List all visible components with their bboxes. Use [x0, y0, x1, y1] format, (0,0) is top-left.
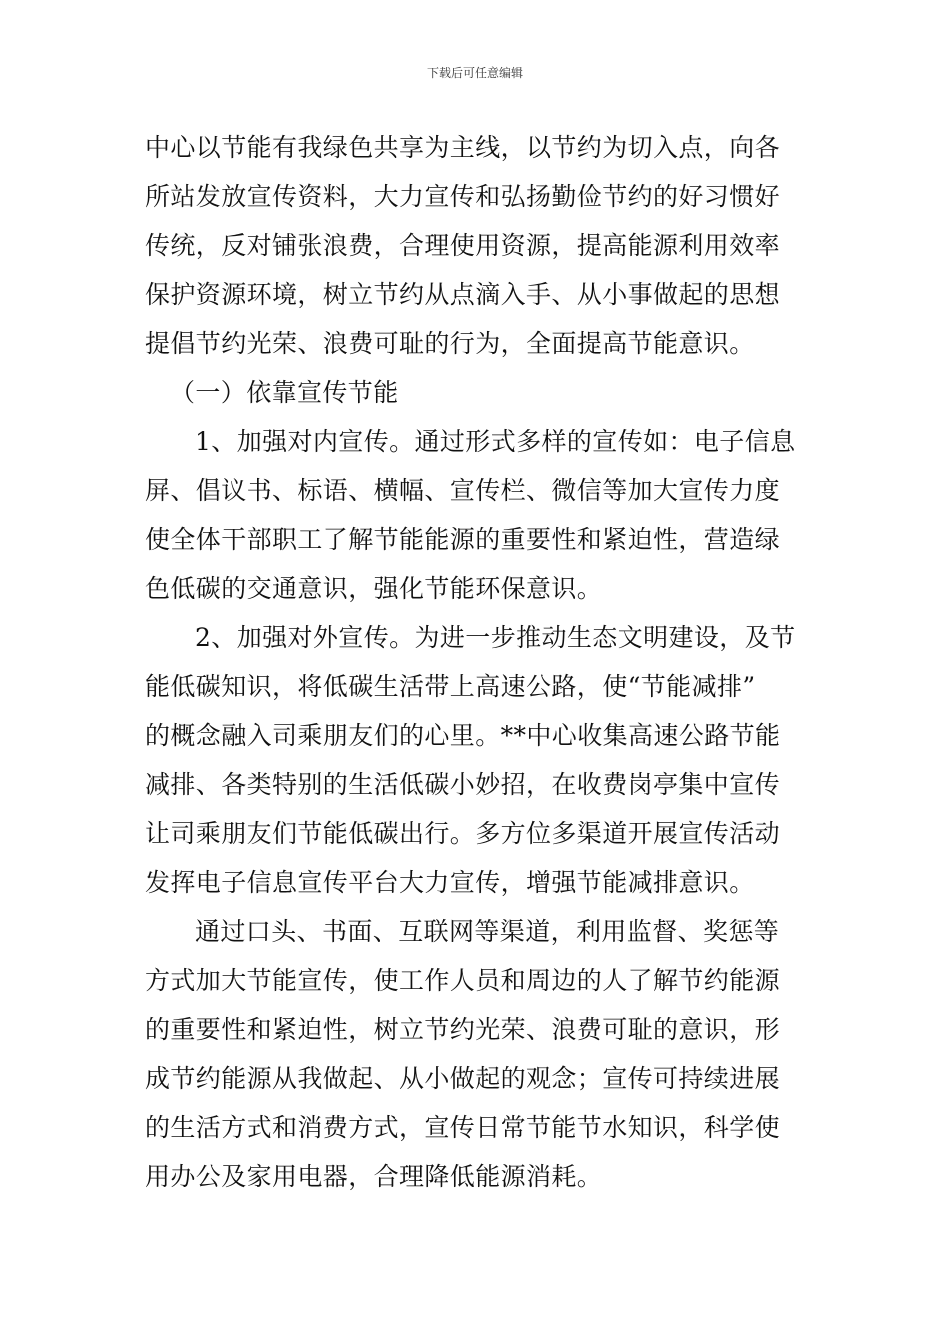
- document-body: [145, 123, 810, 1201]
- text-line: 所站发放宣传资料，大力宣传和弘扬勤俭节约的好习惯好: [145, 182, 781, 211]
- text-line: 用办公及家用电器，合理降低能源消耗。: [145, 1162, 603, 1191]
- text-line: 中心以节能有我绿色共享为主线，以节约为切入点，向各: [145, 133, 781, 162]
- section-heading: （一）依靠宣传节能: [170, 378, 399, 407]
- text-line: 使全体干部职工了解节能能源的重要性和紧迫性，营造绿: [145, 525, 781, 554]
- text-line: 1、加强对内宣传。通过形式多样的宣传如：电子信息: [195, 427, 796, 456]
- text-line: 传统，反对铺张浪费，合理使用资源，提高能源利用效率: [145, 231, 781, 260]
- text-line: 让司乘朋友们节能低碳出行。多方位多渠道开展宣传活动: [145, 819, 781, 848]
- text-line: 的概念融入司乘朋友们的心里。**中心收集高速公路节能: [145, 721, 781, 750]
- text-line: 2、加强对外宣传。为进一步推动生态文明建设，及节: [195, 623, 796, 652]
- text-line: 通过口头、书面、互联网等渠道，利用监督、奖惩等: [195, 917, 780, 946]
- text-line: 的生活方式和消费方式，宣传日常节能节水知识，科学使: [145, 1113, 781, 1142]
- text-line: 成节约能源从我做起、从小做起的观念；宣传可持续进展: [145, 1064, 781, 1093]
- text-line: 方式加大节能宣传，使工作人员和周边的人了解节约能源: [145, 966, 781, 995]
- text-line: 色低碳的交通意识，强化节能环保意识。: [145, 574, 603, 603]
- header-note: 下载后可任意编辑: [426, 66, 523, 80]
- text-line: 屏、倡议书、标语、横幅、宣传栏、微信等加大宣传力度: [145, 476, 781, 505]
- text-line: 减排、各类特别的生活低碳小妙招，在收费岗亭集中宣传: [145, 770, 781, 799]
- text-line: 提倡节约光荣、浪费可耻的行为，全面提高节能意识。: [145, 329, 755, 358]
- text-line: 的重要性和紧迫性，树立节约光荣、浪费可耻的意识，形: [145, 1015, 781, 1044]
- text-line: 保护资源环境，树立节约从点滴入手、从小事做起的思想: [145, 280, 781, 309]
- text-line: 能低碳知识，将低碳生活带上高速公路，使“节能减排”: [145, 672, 756, 701]
- text-line: 发挥电子信息宣传平台大力宣传，增强节能减排意识。: [145, 868, 755, 897]
